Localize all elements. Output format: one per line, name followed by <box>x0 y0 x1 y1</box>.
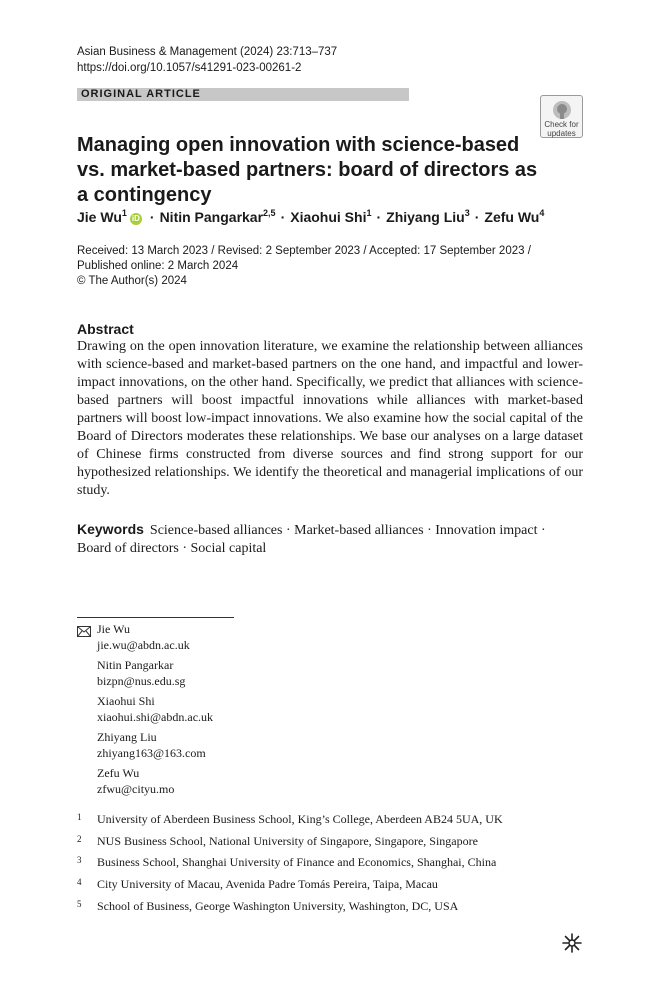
author-affiliation-marker: 3 <box>464 208 470 218</box>
check-badge-line1: Check for <box>544 120 579 129</box>
author-affiliation-marker: 2,5 <box>263 208 276 218</box>
article-title: Managing open innovation with science-based vs. market-based partners: board of directors as a contingency <box>77 134 538 206</box>
contact-name: Zefu Wu <box>97 766 140 780</box>
journal-citation <box>77 44 337 76</box>
author-name[interactable]: Jie Wu <box>77 209 122 225</box>
publisher-logo-icon <box>561 932 583 954</box>
check-for-updates-badge[interactable] <box>540 95 583 138</box>
affiliation-text: School of Business, George Washington University, Washington, DC, USA <box>97 899 459 913</box>
contact-entry <box>97 657 185 689</box>
affiliation-number: 3 <box>77 855 82 865</box>
contact-email[interactable]: zfwu@cityu.mo <box>97 782 175 796</box>
copyright-line: © The Author(s) 2024 <box>77 275 187 287</box>
doi-link[interactable]: https://doi.org/10.1057/s41291-023-00261-2 <box>77 62 302 74</box>
affiliation-text: Business School, Shanghai University of Finance and Economics, Shanghai, China <box>97 855 497 869</box>
contact-email[interactable]: xiaohui.shi@abdn.ac.uk <box>97 710 214 724</box>
publication-dates <box>77 244 531 289</box>
affiliation-text: City University of Macau, Avenida Padre Tomás Pereira, Taipa, Macau <box>97 877 438 891</box>
footnote-divider <box>77 617 234 618</box>
contact-email[interactable]: zhiyang163@163.com <box>97 746 206 760</box>
author-name[interactable]: Nitin Pangarkar <box>159 209 264 225</box>
affiliation-text: NUS Business School, National University of Singapore, Singapore, Singapore <box>97 834 478 848</box>
envelope-icon <box>77 626 91 637</box>
dates-line-published: Published online: 2 March 2024 <box>77 260 239 272</box>
contact-email[interactable]: bizpn@nus.edu.sg <box>97 674 186 688</box>
journal-line: Asian Business & Management (2024) 23:713–737 <box>77 46 338 58</box>
author-name[interactable]: Zhiyang Liu <box>386 209 465 225</box>
contact-entry <box>97 621 190 653</box>
contact-name: Nitin Pangarkar <box>97 658 174 672</box>
author-affiliation-marker: 4 <box>539 208 545 218</box>
contact-entry <box>97 765 174 797</box>
contact-name: Jie Wu <box>97 622 130 636</box>
author-name[interactable]: Zefu Wu <box>484 209 540 225</box>
abstract-text: Drawing on the open innovation literature, we examine the relationship between alliances with science-based and market-based partners on the one hand, and impactful and lower-impact innovations, on the other hand. Specifically, we predict that alliances with science-based partners will boost impactful innovations while alliances with market-based partners will boost low-impact innovations. We also examine how the social capital of the Board of Directors moderates these relationships. We base our analyses on a large dataset of Chinese firms constructed from diverse sources and find strong support for our hypothesized relationships. We identify the theoretical and managerial implications of our study. <box>77 339 583 498</box>
dates-line-received: Received: 13 March 2023 / Revised: 2 September 2023 / Accepted: 17 September 2023 / <box>77 245 531 257</box>
affiliation-number: 5 <box>77 899 82 909</box>
affiliation-number: 4 <box>77 877 82 887</box>
check-badge-line2: updates <box>547 129 576 138</box>
contact-name: Xiaohui Shi <box>97 694 155 708</box>
contact-name: Zhiyang Liu <box>97 730 157 744</box>
author-separator: · <box>149 209 155 225</box>
contact-entry <box>97 729 206 761</box>
article-type-label: ORIGINAL ARTICLE <box>81 88 201 100</box>
affiliation-number: 2 <box>77 834 82 844</box>
author-affiliation-marker: 1 <box>121 208 127 218</box>
contact-entry <box>97 693 213 725</box>
contact-email[interactable]: jie.wu@abdn.ac.uk <box>97 638 190 652</box>
author-name[interactable]: Xiaohui Shi <box>290 209 367 225</box>
keywords <box>77 520 583 558</box>
check-updates-icon <box>552 100 572 120</box>
author-separator: · <box>474 209 480 225</box>
affiliation-number: 1 <box>77 812 82 822</box>
author-affiliation-marker: 1 <box>366 208 372 218</box>
keywords-heading: Keywords <box>77 521 144 537</box>
keywords-text: Science-based alliances · Market-based alliances · Innovation impact · Board of directors · Social capital <box>77 523 546 556</box>
author-list <box>77 203 544 227</box>
abstract-heading: Abstract <box>77 321 134 337</box>
affiliation-text: University of Aberdeen Business School, King’s College, Aberdeen AB24 5UA, UK <box>97 812 503 826</box>
author-separator: · <box>280 209 286 225</box>
orcid-icon[interactable]: iD <box>131 214 140 223</box>
author-separator: · <box>376 209 382 225</box>
